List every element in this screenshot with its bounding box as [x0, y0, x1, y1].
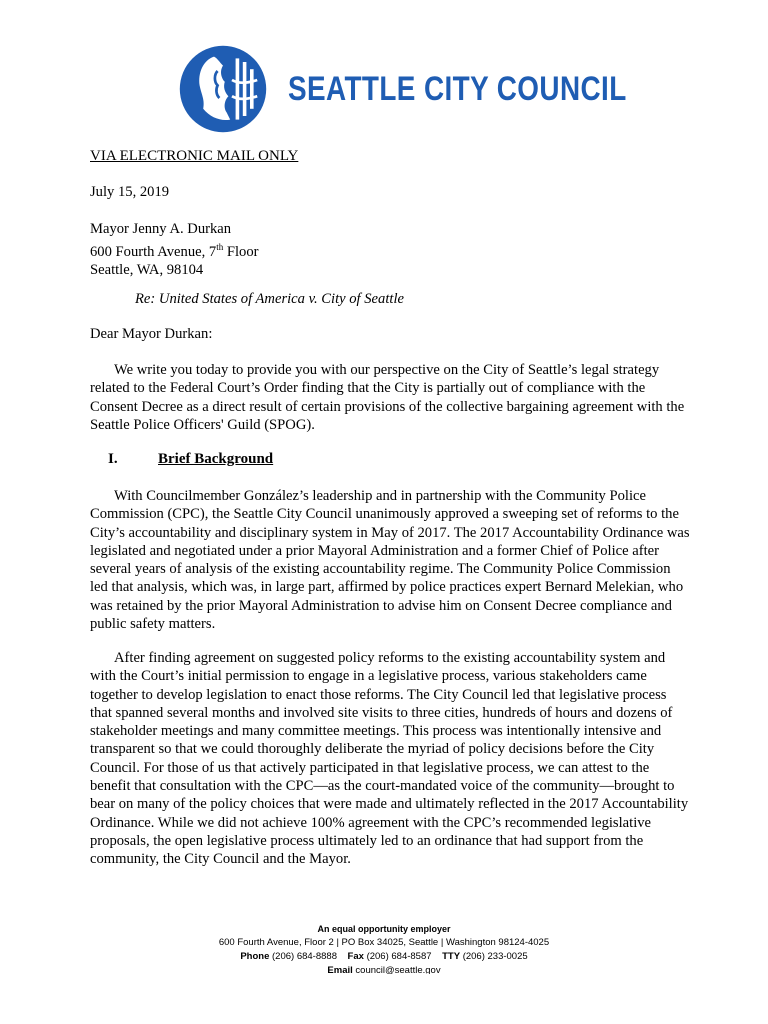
recipient-city: Seattle, WA, 98104 — [90, 262, 204, 279]
letterhead — [178, 40, 627, 135]
street-prefix: 600 Fourth Avenue, 7 — [90, 244, 217, 261]
fax-label: Fax — [347, 951, 364, 962]
seattle-seal-logo-icon — [178, 44, 268, 134]
email-label: Email — [327, 965, 353, 974]
phone-number: (206) 684-8888 — [272, 951, 337, 962]
background-paragraph-1: With Councilmember González’s leadership and in partnership with the Community Police Commission (CPC), the Seattle City Council unanimously approved a sweeping set of reforms to the City’s accountability and disciplinary system in May of 2017. The 2017 Accountability Ordinance was legislated and negotiated under a prior Mayoral Administration and a former Chief of Police after several years of analysis of the existing accountability regime. The Community Police Commission led that analysis, which was, in large part, affirmed by police practices expert Bernard Melekian, who was retained by the prior Mayoral Administration to advise him on Consent Decree compliance and public safety matters. — [90, 488, 690, 633]
phone-label: Phone — [240, 951, 270, 962]
delivery-note: VIA ELECTRONIC MAIL ONLY — [90, 148, 299, 164]
footer-email — [0, 964, 768, 974]
footer-employer-note: An equal opportunity employer — [317, 924, 451, 934]
salutation: Dear Mayor Durkan: — [90, 326, 213, 342]
footer-contacts — [0, 950, 768, 964]
recipient-address — [90, 220, 690, 280]
recipient-street — [90, 238, 690, 261]
street-suffix: Floor — [223, 244, 259, 261]
footer-address: 600 Fourth Avenue, Floor 2 | PO Box 34025, Seattle | Washington 98124-4025 — [218, 937, 550, 948]
street-sup: th — [216, 242, 224, 253]
background-paragraph-2: After finding agreement on suggested policy reforms to the existing accountability system and with the Court’s initial permission to engage in a legislative process, various stakeholders came together to develop legislation to enact those reforms. The City Council led that legislative process that spanned several months and involved site visits to three cities, hundreds of hours and dozens of stakeholder meetings and many committee meetings. This process was intentionally intensive and transparent so that we could thoroughly deliberate the myriad of policy decisions before the City Council. For those of us that actively participated in that legislative process, we can attest to the benefit that consultation with the CPC—as the court-mandated voice of the community—brought to bear on many of the policy choices that were made and ultimately reflected in the 2017 Accountability Ordinance. While we did not achieve 100% agreement with the CPC’s recommended legislative proposals, the open legislative process ultimately led to an ordinance that had support from the community, the City Council and the Mayor. — [90, 650, 689, 868]
fax-number: (206) 684-8587 — [366, 951, 432, 962]
intro-paragraph: We write you today to provide you with our perspective on the City of Seattle’s legal strategy related to the Federal Court’s Order finding that the City is partially out of compliance with the Consent Decree as a direct result of certain provisions of the collective bargaining agreement with the Seattle Police Officers' Guild (SPOG). — [90, 362, 685, 433]
recipient-name: Mayor Jenny A. Durkan — [90, 221, 232, 237]
email-link[interactable]: council@seattle.gov — [355, 965, 441, 974]
org-name: SEATTLE CITY COUNCIL — [288, 70, 627, 108]
re-line: Re: United States of America v. City of Seattle — [135, 291, 404, 307]
tty-number: (206) 233-0025 — [462, 951, 528, 962]
section-heading — [108, 451, 273, 468]
section-number: I. — [108, 451, 118, 467]
letter-date: July 15, 2019 — [90, 184, 170, 200]
section-title: Brief Background — [158, 451, 274, 467]
tty-label: TTY — [442, 951, 461, 962]
